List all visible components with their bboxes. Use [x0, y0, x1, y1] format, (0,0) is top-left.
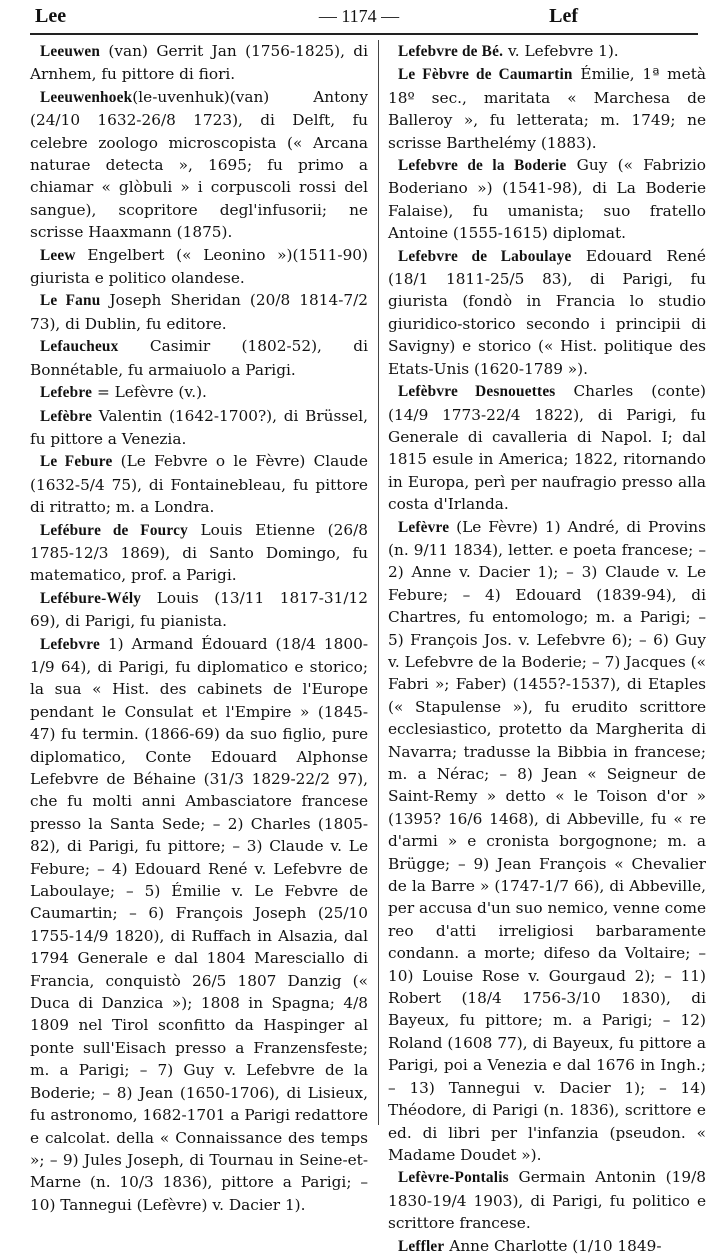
entry-text: Émilie, 1ª metà 18º sec., maritata « Marchesa de Balleroy », fu letterata; m. 1749; ne scrisse Barthelémy (1883). — [388, 65, 706, 152]
entry-le-fanu — [30, 289, 368, 335]
entry-headword: Le Febure — [40, 453, 113, 471]
page-number: — 1174 — — [318, 6, 400, 26]
entry-headword: Leféburе-Wély — [40, 589, 142, 607]
entry-text: Louis (13/11 1817-31/12 69), di Parigi, fu pianista. — [30, 588, 368, 631]
entry-headword: Leew — [40, 246, 76, 264]
entry-headword: Lefebvre de la Boderie — [398, 157, 567, 175]
entry-lefaucheux — [30, 335, 368, 381]
entry-leeuwenhoek — [30, 86, 368, 244]
entry-headword: Leféburе de Fourcy — [40, 521, 188, 539]
entry-le-febvre-de-caumartin — [388, 63, 706, 154]
entry-headword: Leeuwenhoek — [40, 88, 133, 106]
header-rule — [30, 33, 698, 35]
entry-leew — [30, 244, 368, 290]
entry-lefebvre-de-la-boderie — [388, 154, 706, 245]
entry-headword: Lefèvre — [398, 518, 450, 536]
entry-headword: Lefebvre de Laboulaye — [398, 247, 572, 265]
entry-text: v. Lefebvre 1). — [503, 42, 619, 60]
page-header — [0, 0, 718, 30]
entry-text: (Le Fèvre) 1) André, di Provins (n. 9/11 1834), letter. e poeta francese; – 2) Anne v. Dacier 1); – 3) Claude v. Le Febure; – 4) Edouard (1839-94), di Chartres, fu entomologo; m. a Parigi; – 5) François Jos. v. Lefebvre 6); – 6) Guy v. Lefebvre de la Boderie; – 7) Jacques (« Fabri »; Faber) (1455?-1537), di Etaples (« Stapulense »), fu erudito scrittore ecclesiastico, protetto da Margherita di Navarra; tradusse la Bibbia in francese; m. a Nérac; – 8) Jean « Seigneur de Saint-Remy » detto « le Toison d'or » (1395? 16/6 1468), di Abbeville, fu « re d'armi » e cronista borgognone; m. a Brügge; – 9) Jean François « Chevalier de la Barre » (1747-1/7 66), di Abbeville, per accusa d'un suo nemico, venne come reo d'atti irreligiosi barbaramente condann. a morte; difeso da Voltaire; – 10) Louise Rose v. Gourgaud 2); – 11) Robert (18/4 1756-3/10 1830), di Bayeux, fu pittore; m. a Parigi; – 12) Roland (1608 77), di Bayeux, fu pittore a Parigi, poi a Venezia e dal 1676 in Ingh.; – 13) Tannegui v. Dacier 1); – 14) Théodore, di Parigi (n. 1836), scrittore e ed. di libri per l'infanzia (pseudon. « Madame Doudet »). — [388, 517, 706, 1164]
entry-text: Guy (« Fabrizio Boderiano ») (1541-98), di La Boderie Falaise), fu umanista; suo fratello Antoine (1555-1615) diplomat. — [388, 156, 706, 243]
entry-text: (Le Febvre o le Fèvre) Claude (1632-5/4 75), di Fontainebleau, fu pittore di ritratto; m. a Londra. — [30, 452, 368, 517]
entry-text: (van) Gerrit Jan (1756-1825), di Arnhem, fu pittore di fiori. — [30, 42, 368, 84]
entry-lefevre-pontalis — [388, 1166, 706, 1234]
entry-headword: Lefebvre — [40, 635, 100, 653]
entry-headword: Lefaucheux — [40, 338, 119, 356]
header-right-guideword: Lef — [549, 5, 578, 27]
entry-text: Casimir (1802-52), di Bonnétable, fu armaiuolo a Parigi. — [30, 337, 368, 379]
entry-headword: Le Fanu — [40, 292, 101, 310]
entry-lefebre — [30, 381, 368, 404]
entry-headword: Lefèvre-Pontalis — [398, 1169, 509, 1187]
entry-text: Valentin (1642-1700?), di Brüssel, fu pittore a Venezia. — [30, 406, 368, 448]
entry-lefebvre — [30, 633, 368, 1217]
entry-le-febure — [30, 450, 368, 518]
entry-lefebvre-de-be — [388, 40, 706, 63]
entry-leffler — [388, 1235, 706, 1258]
entry-text: Anne Charlotte (1/10 1849- — [444, 1236, 662, 1255]
entry-headword: Le Fèbvre de Caumartin — [398, 66, 573, 84]
entry-lefebure-de-fourcy — [30, 519, 368, 587]
entry-lefebvre-desnouettes — [388, 380, 706, 515]
entry-text: Joseph Sheridan (20/8 1814-7/2 73), di Dublin, fu editore. — [30, 291, 368, 333]
entry-leeuwen — [30, 40, 368, 86]
entry-lefevre — [388, 516, 706, 1167]
entry-text: 1) Armand Édouard (18/4 1800-1/9 64), di Parigi, fu diplomatico e storico; la sua « Hist. des cabinets de l'Europe pendant le Consulat et l'Empire » (1845-47) fu termin. (1866-69) da suo figlio, pure diplomatico, Conte Edouard Alphonse Lefebvre de Béhaine (31/3 1829-22/2 97), che fu molti anni Ambasciatore francese presso la Santa Sede; – 2) Charles (1805-82), di Parigi, fu pittore; – 3) Claude v. Le Febure; – 4) Edouard René v. Lefebvre de Laboulaye; – 5) Émilie v. Le Febvre de Caumartin; – 6) François Joseph (25/10 1755-14/9 1820), di Ruffach in Alsazia, dal 1794 Generale e dal 1804 Maresciallo di Francia, conquistò 26/5 1807 Danzig (« Duca di Danzica »); 1808 in Spagna; 4/8 1809 nel Tirol sconfitto da Haspinger al ponte sull'Eisach presso a Franzensfeste; m. a Parigi; – 7) Guy v. Lefebvre de la Boderie; – 8) Jean (1650-1706), di Lisieux, fu astronomo, 1682-1701 a Parigi redattore e calcolat. della « Connaissance des temps »; – 9) Jules Joseph, di Tournau in Seine-et-Marne (n. 10/3 1836), pittore a Parigi; – 10) Tannegui (Lefèvre) v. Dacier 1). — [30, 634, 369, 1214]
entry-text: Engelbert (« Leonino »)(1511-90) giurista e politico olandese. — [30, 245, 368, 288]
left-column — [30, 40, 368, 1216]
entry-headword: Lefebvre de Bé. — [398, 43, 504, 60]
entry-text: Louis Etienne (26/8 1785-12/3 1869), di Santo Domingo, fu matematico, prof. a Parigi. — [30, 520, 369, 585]
entry-text: Edouard René (18/1 1811-25/5 83), di Parigi, fu giurista (fondò in Francia lo studio giuridico-storico secondo i principii di Savigny) e storico (« Hist. politique des Etats-Unis (1620-1789 »). — [388, 246, 706, 378]
entry-text: Charles (conte) (14/9 1773-22/4 1822), di Parigi, fu Generale di cavalleria di Napol. I; dal 1815 esule in America; 1822, ritornando in Europa, perì per naufragio presso alla costa d'Irlanda. — [388, 382, 706, 514]
header-left-guideword: Lee — [35, 5, 67, 27]
entry-lefebvre-de-laboulaye — [388, 245, 706, 380]
entry-headword: Lefèbvre Desnouettes — [398, 383, 556, 401]
entry-lefebure-wely — [30, 587, 368, 633]
entry-headword: Leeuwen — [40, 43, 101, 60]
entry-headword: Lefebre — [40, 384, 93, 402]
entry-text: (le-uvenhuk)(van) Antony (24/10 1632-26/8 1723), di Delft, fu celebre zoologo microscopista (« Arcana naturae detecta », 1695; fu primo a chiamar « glòbuli » i corpuscoli rossi del sangue), scopritore degl'infusorii; ne scrisse Haaxmann (1875). — [30, 87, 368, 242]
entry-headword: Leffler — [398, 1237, 445, 1255]
entry-text: = Lefèvre (v.). — [92, 383, 207, 402]
entry-lefebre-valentin — [30, 405, 368, 451]
entry-headword: Lefèbre — [40, 407, 93, 425]
right-column — [388, 40, 706, 1258]
column-divider — [378, 40, 379, 1125]
entry-text: Germain Antonin (19/8 1830-19/4 1903), di Parigi, fu politico e scrittore francese. — [388, 1168, 706, 1233]
